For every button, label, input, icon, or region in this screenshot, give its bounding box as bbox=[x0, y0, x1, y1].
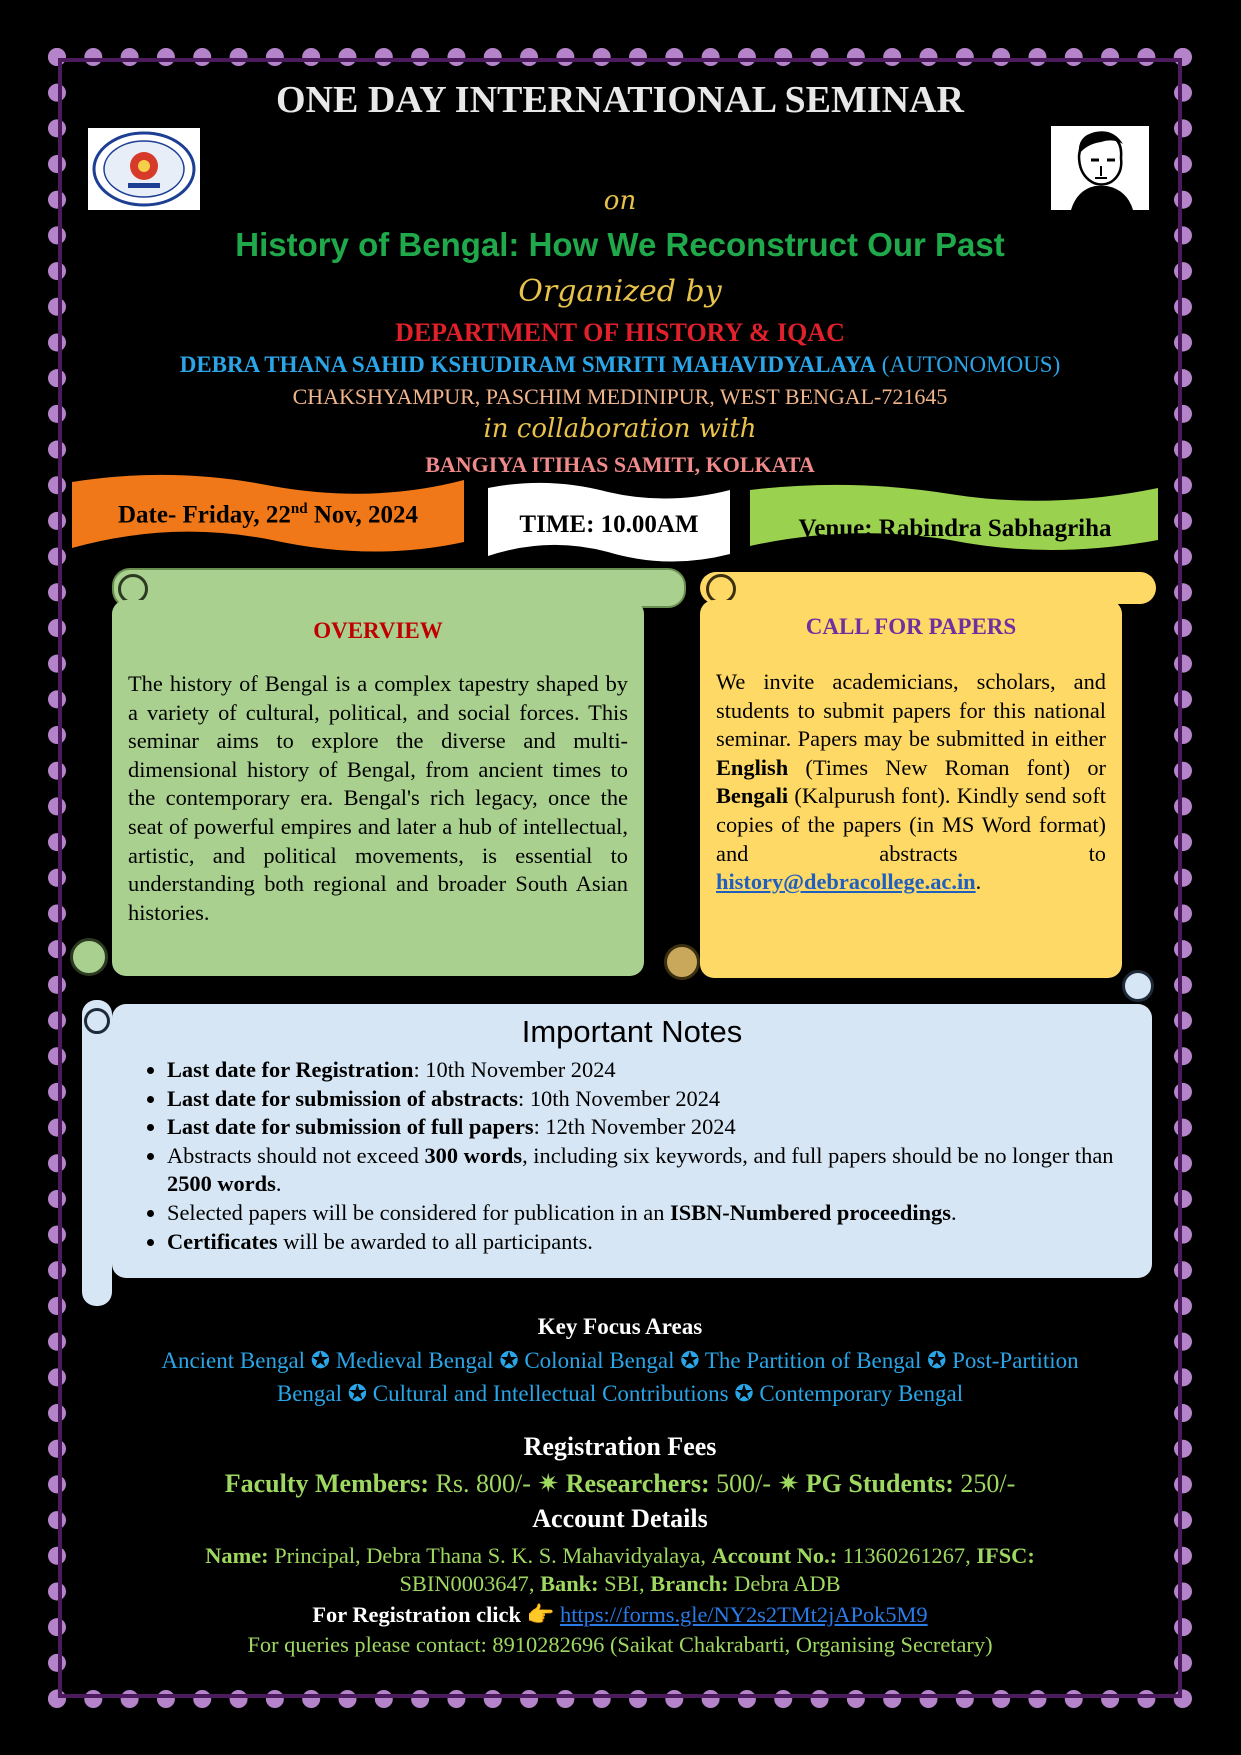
contact-line: For queries please contact: 8910282696 (Saikat Chakrabarti, Organising Secretary) bbox=[247, 1632, 993, 1657]
notes-heading: Important Notes bbox=[521, 1014, 743, 1049]
account-heading: Account Details bbox=[532, 1504, 708, 1533]
on-label: on bbox=[603, 186, 637, 216]
star-icon: ✷ bbox=[537, 1469, 560, 1498]
important-notes-box bbox=[112, 1004, 1152, 1278]
focus-line-1: Ancient Bengal ✪ Medieval Bengal ✪ Colonial Bengal ✪ The Partition of Bengal ✪ Post-Partition bbox=[161, 1348, 1079, 1373]
list-item: • Certificates will be awarded to all participants. bbox=[167, 1228, 1132, 1257]
scroll-curl-icon bbox=[1122, 970, 1154, 1002]
list-item: • Last date for Registration: 10th November 2024 bbox=[167, 1056, 1132, 1085]
college-line bbox=[60, 352, 1180, 378]
cfp-heading: CALL FOR PAPERS bbox=[805, 614, 1017, 639]
time-banner: TIME: 10.00AM bbox=[519, 511, 699, 538]
college-name: DEBRA THANA SAHID KSHUDIRAM SMRITI MAHAVIDYALAYA bbox=[179, 352, 877, 377]
overview-text: The history of Bengal is a complex tapestry shaped by a variety of cultural, political, and social forces. This seminar aims to explore the diverse and multi-dimensional history of Bengal, from ancient times to the contemporary era. Bengal's rich legacy, once the seat of powerful empires and later a hub of intellectual, artistic, and political movements, is essential to understanding both regional and broader South Asian histories. bbox=[128, 671, 628, 925]
focus-line-2: Bengal ✪ Cultural and Intellectual Contributions ✪ Contemporary Bengal bbox=[276, 1381, 964, 1406]
overview-heading: OVERVIEW bbox=[313, 618, 443, 643]
scroll-curl-icon bbox=[70, 938, 108, 976]
fees-line: Faculty Members: Rs. 800/- ✷ Researchers: 500/- ✷ PG Students: 250/- bbox=[224, 1469, 1016, 1498]
college-address: CHAKSHYAMPUR, PASCHIM MEDINIPUR, WEST BENGAL-721645 bbox=[292, 384, 948, 409]
email-link[interactable]: history@debracollege.ac.in bbox=[716, 869, 976, 895]
partner-name: BANGIYA ITIHAS SAMITI, KOLKATA bbox=[425, 452, 815, 477]
registration-line bbox=[60, 1602, 1180, 1628]
department-name: DEPARTMENT OF HISTORY & IQAC bbox=[395, 318, 845, 347]
notes-list bbox=[112, 1056, 1152, 1256]
date-banner bbox=[72, 488, 464, 542]
registration-label: For Registration click bbox=[312, 1602, 521, 1627]
scroll-curl-icon bbox=[664, 944, 700, 980]
account-details: Name: Principal, Debra Thana S. K. S. Mahavidyalaya, Account No.: 11360261267, IFSC: SBIN0003647, Bank: SBI, Branch: Debra ADB bbox=[205, 1543, 1035, 1596]
cfp-box bbox=[700, 600, 1122, 978]
cfp-text: We invite academicians, scholars, and students to submit papers for this national seminar. Papers may be submitted in either English (Times New Roman font) or Bengali (Kalpurush font). Kindly send soft copies of the papers (in MS Word format) and abstracts to history@debracollege.ac.in. bbox=[716, 669, 1106, 895]
organized-by-label: Organized by bbox=[518, 274, 722, 309]
overview-box bbox=[112, 600, 644, 976]
fees-heading: Registration Fees bbox=[523, 1432, 717, 1461]
scroll-curl-icon bbox=[84, 1008, 110, 1034]
focus-heading: Key Focus Areas bbox=[537, 1314, 703, 1339]
star-icon: ✷ bbox=[777, 1469, 800, 1498]
venue-banner: Venue: Rabindra Sabhagriha bbox=[798, 515, 1112, 542]
seminar-theme: History of Bengal: How We Reconstruct Our Past bbox=[235, 226, 1005, 263]
pointing-hand-icon: 👉 bbox=[526, 1602, 555, 1627]
list-item: • Last date for submission of abstracts: 10th November 2024 bbox=[167, 1085, 1132, 1114]
college-status: (AUTONOMOUS) bbox=[881, 352, 1061, 377]
focus-areas bbox=[110, 1344, 1130, 1410]
list-item: • Last date for submission of full papers: 12th November 2024 bbox=[167, 1113, 1132, 1142]
seminar-title: ONE DAY INTERNATIONAL SEMINAR bbox=[276, 79, 964, 121]
notes-scroll-bar bbox=[82, 1000, 112, 1306]
list-item: • Abstracts should not exceed 300 words, including six keywords, and full papers should be no longer than 2500 words. bbox=[167, 1142, 1132, 1199]
date-text: Date- Friday, 22nd Nov, 2024 bbox=[117, 500, 418, 529]
list-item: • Selected papers will be considered for publication in an ISBN-Numbered proceedings. bbox=[167, 1199, 1132, 1228]
collaboration-label: in collaboration with bbox=[483, 414, 757, 444]
registration-link[interactable]: https://forms.gle/NY2s2TMt2jAPok5M9 bbox=[560, 1602, 928, 1627]
